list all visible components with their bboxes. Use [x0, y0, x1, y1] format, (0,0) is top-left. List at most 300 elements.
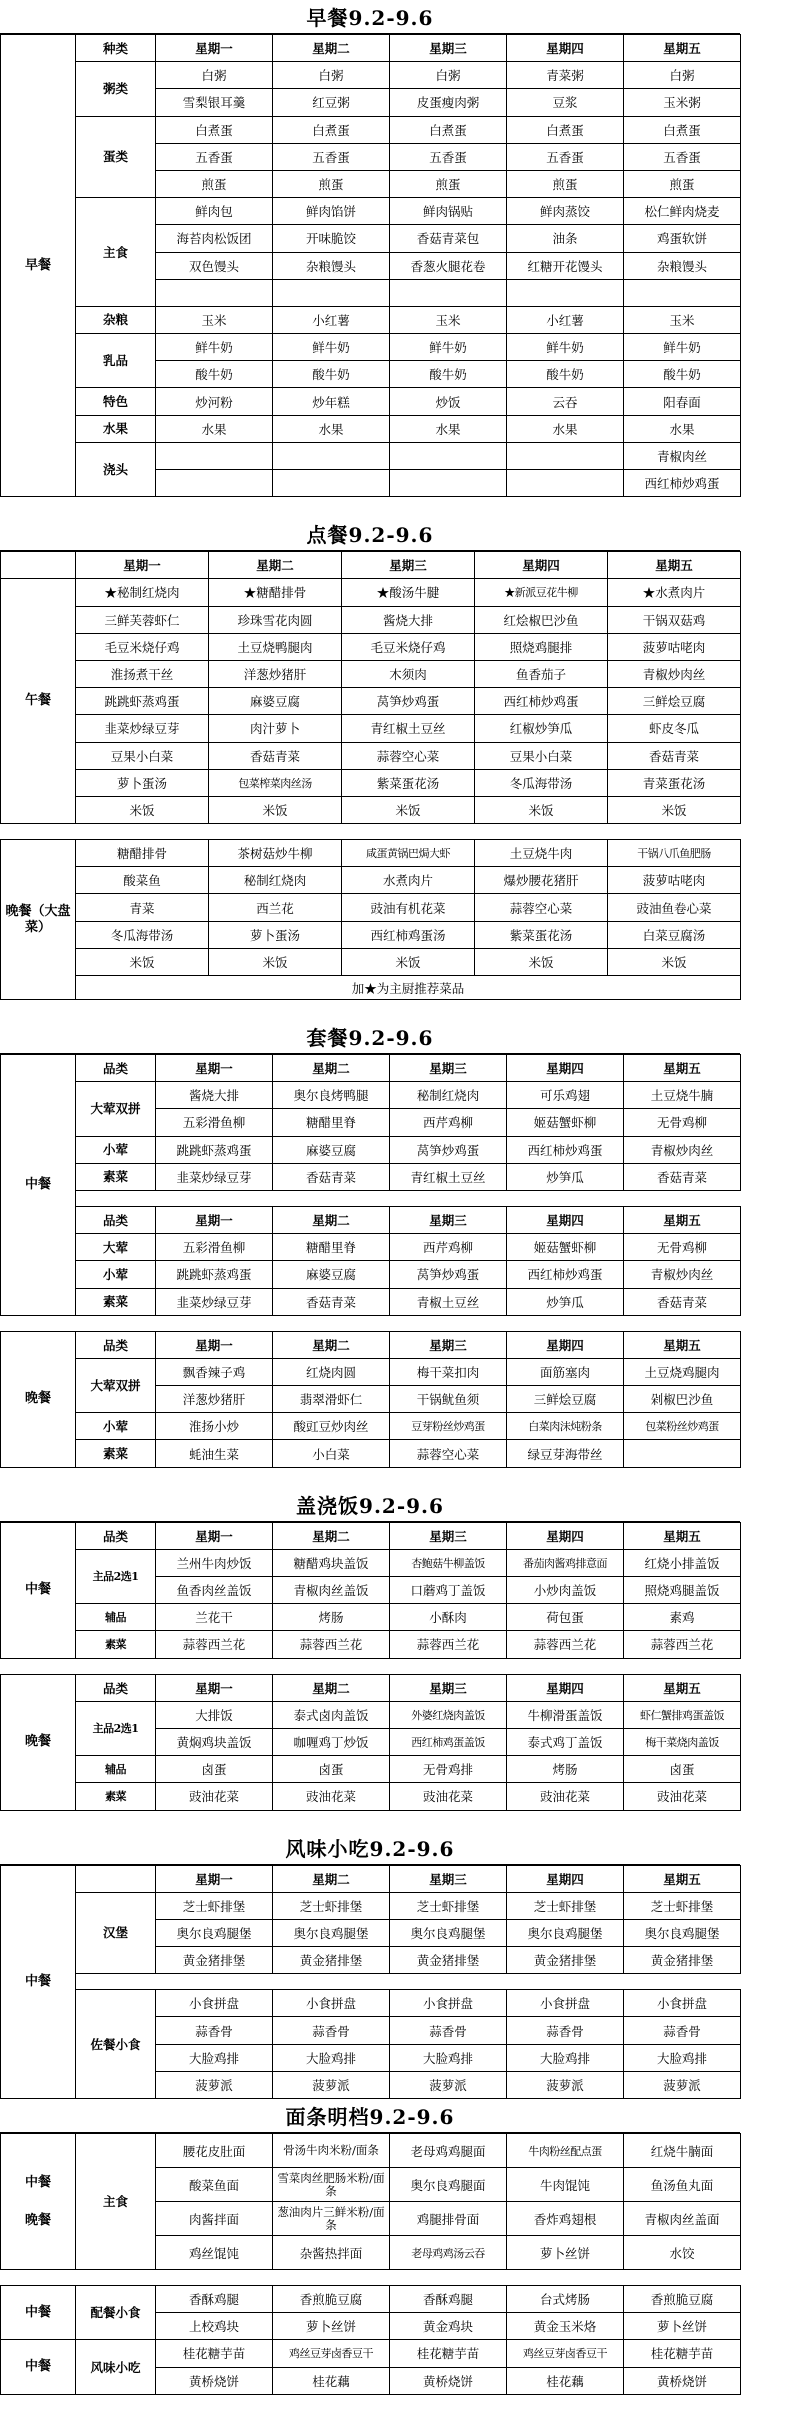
dish-cell: 皮蛋瘦肉粥: [390, 89, 507, 116]
dish-cell: 土豆烧鸭腿肉: [209, 633, 342, 660]
dish-cell: [273, 279, 390, 306]
dish-cell: 芝士虾排堡: [156, 1892, 273, 1919]
category-label: 水果: [76, 415, 156, 442]
dish-cell: 玉米粥: [624, 89, 741, 116]
corner-cell: [76, 1865, 156, 1892]
dish-cell: 米饭: [475, 796, 608, 823]
dish-cell: 莴笋炒鸡蛋: [390, 1261, 507, 1288]
category-label: 浇头: [76, 442, 156, 496]
dish-cell: [507, 470, 624, 497]
dish-cell: 面筋塞肉: [507, 1358, 624, 1385]
dish-cell: 炒笋瓜: [507, 1288, 624, 1315]
dish-cell: 香菇青菜: [624, 1288, 741, 1315]
dish-cell: 大排饭: [156, 1701, 273, 1728]
table-row: [1, 948, 741, 975]
category-label: 主食: [76, 198, 156, 307]
dish-cell: 芝士虾排堡: [624, 1892, 741, 1919]
column-kind-header: 品类: [76, 1206, 156, 1233]
dish-cell: 煎蛋: [507, 170, 624, 197]
dish-cell: 西红柿鸡蛋汤: [342, 921, 475, 948]
dish-cell: 糖醋鸡块盖饭: [273, 1549, 390, 1576]
table-row: [1, 867, 741, 894]
category-label: 佐餐小食: [76, 1990, 156, 2099]
dish-cell: 蒜蓉西兰花: [390, 1631, 507, 1658]
day-header: 星期四: [507, 1865, 624, 1892]
table-row: [1, 660, 741, 687]
spacer-cell: [1, 1658, 741, 1674]
dish-cell: 鱼香茄子: [475, 660, 608, 687]
dish-cell: 玉米: [390, 306, 507, 333]
day-header: 星期五: [624, 1674, 741, 1701]
table-row: [1, 1440, 741, 1467]
dish-cell: 剁椒巴沙鱼: [624, 1386, 741, 1413]
dish-cell: 杏鲍菇牛柳盖饭: [390, 1549, 507, 1576]
dish-cell: 香菇青菜: [273, 1288, 390, 1315]
category-label: 风味小吃: [76, 2340, 156, 2394]
dish-cell: 西红柿炒鸡蛋: [507, 1136, 624, 1163]
dish-cell: 虾仁蟹排鸡蛋盖饭: [624, 1701, 741, 1728]
dish-cell: 青椒土豆丝: [390, 1288, 507, 1315]
day-header: 星期三: [390, 1674, 507, 1701]
dish-cell: 桂花糖芋苗: [624, 2340, 741, 2367]
dish-cell: 菠萝派: [624, 2071, 741, 2098]
spacer-row: [1, 1190, 741, 1206]
day-header: 星期四: [507, 1206, 624, 1233]
dish-cell: 蚝油生菜: [156, 1440, 273, 1467]
dish-cell: 酸牛奶: [390, 361, 507, 388]
dish-cell: 跳跳虾蒸鸡蛋: [156, 1136, 273, 1163]
dish-cell: 白菜肉沫炖粉条: [507, 1413, 624, 1440]
dish-cell: 姬菇蟹虾柳: [507, 1234, 624, 1261]
dish-cell: 泰式卤肉盖饭: [273, 1701, 390, 1728]
dish-cell: 红糖开花馒头: [507, 252, 624, 279]
day-header: 星期五: [608, 552, 741, 579]
dish-cell: 五香蛋: [273, 143, 390, 170]
dish-cell: 米饭: [76, 948, 209, 975]
rice-table: [0, 1522, 741, 1811]
dish-cell: 五香蛋: [390, 143, 507, 170]
dish-cell: 黄金猪排堡: [273, 1947, 390, 1974]
meal-label: 中餐: [1, 1522, 76, 1658]
dish-cell: 鲜牛奶: [624, 334, 741, 361]
dish-cell: 桂花糖芋苗: [156, 2340, 273, 2367]
dish-cell: 鸡丝馄饨: [156, 2236, 273, 2270]
dish-cell: 水果: [390, 415, 507, 442]
dish-cell: 虾皮冬瓜: [608, 715, 741, 742]
dish-cell: 白粥: [156, 62, 273, 89]
column-kind-header: 品类: [76, 1674, 156, 1701]
category-label: 乳品: [76, 334, 156, 388]
dish-cell: 萝卜丝饼: [273, 2313, 390, 2340]
dish-cell: 珍珠雪花肉圆: [209, 606, 342, 633]
day-header: 星期三: [390, 1331, 507, 1358]
table-row: [1, 306, 741, 333]
column-kind-header: 品类: [76, 1331, 156, 1358]
dish-cell: 玉米: [624, 306, 741, 333]
table-row: [1, 2286, 741, 2313]
spacer-cell: [1, 2270, 741, 2286]
day-header: 星期二: [273, 35, 390, 62]
dish-cell: 老母鸡鸡腿面: [390, 2134, 507, 2168]
dish-cell: 翡翠滑虾仁: [273, 1386, 390, 1413]
table-row: [1, 1082, 741, 1109]
dish-cell: 莴笋炒鸡蛋: [342, 688, 475, 715]
dish-cell: 西兰花: [209, 894, 342, 921]
meal-label: 中餐: [1, 2286, 76, 2340]
dish-cell: 香酥鸡腿: [156, 2286, 273, 2313]
dish-cell: 韭菜炒绿豆芽: [76, 715, 209, 742]
day-header: 星期二: [273, 1865, 390, 1892]
day-header: 星期四: [507, 1331, 624, 1358]
dish-cell: 咸蛋黄锅巴焗大虾: [342, 840, 475, 867]
dish-cell: 青椒肉丝: [624, 442, 741, 469]
category-label: 蛋类: [76, 116, 156, 198]
dish-cell: 桂花糖芋苗: [390, 2340, 507, 2367]
table-row: [1, 388, 741, 415]
dish-cell: [507, 279, 624, 306]
dish-cell: 小炒肉盖饭: [507, 1577, 624, 1604]
table-row: [1, 1783, 741, 1810]
dish-cell: 蒜香骨: [273, 2017, 390, 2044]
day-header: 星期二: [273, 1674, 390, 1701]
day-header: 星期四: [507, 1055, 624, 1082]
table-row: [1, 606, 741, 633]
dish-cell: 豆芽粉丝炒鸡蛋: [390, 1413, 507, 1440]
spacer: [0, 1811, 740, 1831]
meal-label: 晚餐: [1, 1674, 76, 1810]
dish-cell: 酸牛奶: [507, 361, 624, 388]
category-label: 特色: [76, 388, 156, 415]
dish-cell: 爆炒腰花猪肝: [475, 867, 608, 894]
dish-cell: 青菜蛋花汤: [608, 769, 741, 796]
table-row: [1, 415, 741, 442]
dish-cell: 冬瓜海带汤: [475, 769, 608, 796]
day-header: 星期二: [273, 1206, 390, 1233]
meal-label-a: 中餐: [24, 2174, 51, 2190]
dish-cell: [624, 279, 741, 306]
dish-cell: 无骨鸡排: [390, 1756, 507, 1783]
dish-cell: 土豆烧牛腩: [624, 1082, 741, 1109]
dish-cell: 黄金猪排堡: [390, 1947, 507, 1974]
dish-cell: 炒笋瓜: [507, 1163, 624, 1190]
table-row: [1, 1413, 741, 1440]
dish-cell: 绿豆芽海带丝: [507, 1440, 624, 1467]
dish-cell: 鲜牛奶: [390, 334, 507, 361]
dish-cell: 黄金猪排堡: [156, 1947, 273, 1974]
dish-cell: 骨汤牛肉米粉/面条: [273, 2134, 390, 2168]
dish-cell: 西芹鸡柳: [390, 1234, 507, 1261]
dish-cell: [390, 279, 507, 306]
dish-cell: 豆果小白菜: [475, 742, 608, 769]
table-row: [1, 116, 741, 143]
dish-cell: 菠萝派: [273, 2071, 390, 2098]
dish-cell: 白煮蛋: [273, 116, 390, 143]
spacer: [0, 1468, 740, 1488]
dish-cell: 梅干菜烧肉盖饭: [624, 1728, 741, 1755]
header-row: [1, 1055, 741, 1082]
dish-cell: 芝士虾排堡: [390, 1892, 507, 1919]
dish-cell: 鸡蛋软饼: [624, 225, 741, 252]
dish-cell: 青菜粥: [507, 62, 624, 89]
dish-cell: 豆浆: [507, 89, 624, 116]
dish-cell: 鱼香肉丝盖饭: [156, 1577, 273, 1604]
dish-cell: 毛豆米烧仔鸡: [342, 633, 475, 660]
dish-cell: 鲜牛奶: [156, 334, 273, 361]
dish-cell: 香菇青菜: [273, 1163, 390, 1190]
dish-cell: 蒜香骨: [507, 2017, 624, 2044]
day-header: 星期二: [273, 1522, 390, 1549]
day-header: 星期三: [390, 35, 507, 62]
dish-cell: 芝士虾排堡: [507, 1892, 624, 1919]
table-row: [1, 715, 741, 742]
dish-cell: 豉油鱼卷心菜: [608, 894, 741, 921]
chef-note: 加★为主厨推荐菜品: [76, 976, 741, 1000]
category-label: 小荤: [76, 1136, 156, 1163]
dish-cell: 黄桥烧饼: [624, 2367, 741, 2394]
spacer-row: [1, 1658, 741, 1674]
dish-cell: 小白菜: [273, 1440, 390, 1467]
table-row: [1, 2340, 741, 2367]
dish-cell: 萝卜蛋汤: [209, 921, 342, 948]
dish-cell: 香菇青菜包: [390, 225, 507, 252]
dish-cell: 红烧牛腩面: [624, 2134, 741, 2168]
dim-table: [0, 551, 741, 1000]
day-header: 星期五: [624, 1865, 741, 1892]
noodle-table: [0, 2133, 741, 2395]
dish-cell: 卤蛋: [156, 1756, 273, 1783]
dish-cell: 炒年糕: [273, 388, 390, 415]
dish-cell: 淮扬小炒: [156, 1413, 273, 1440]
dish-cell: 米饭: [209, 796, 342, 823]
spacer-cell: [1, 824, 741, 840]
day-header: 星期五: [624, 1522, 741, 1549]
table-row: [1, 1136, 741, 1163]
day-header: 星期四: [507, 1674, 624, 1701]
breakfast-section: [0, 0, 740, 497]
dish-cell: 兰州牛肉炒饭: [156, 1549, 273, 1576]
dish-cell: 小红薯: [507, 306, 624, 333]
dish-cell: 豉油花菜: [156, 1783, 273, 1810]
table-row: [1, 442, 741, 469]
header-row: [1, 35, 741, 62]
dish-cell: 黄金鸡块: [390, 2313, 507, 2340]
dish-cell: 卤蛋: [624, 1756, 741, 1783]
category-label: 小荤: [76, 1261, 156, 1288]
category-label: 小荤: [76, 1413, 156, 1440]
dish-cell: 包菜榨菜肉丝汤: [209, 769, 342, 796]
dish-cell: 五香蛋: [624, 143, 741, 170]
dish-cell: 米饭: [608, 796, 741, 823]
table-row: [1, 1288, 741, 1315]
day-header: 星期一: [156, 1674, 273, 1701]
dish-cell: 泰式鸡丁盖饭: [507, 1728, 624, 1755]
table-row: [1, 1990, 741, 2017]
dish-cell: 蒜蓉空心菜: [475, 894, 608, 921]
dish-cell: 口蘑鸡丁盖饭: [390, 1577, 507, 1604]
dish-cell: 上校鸡块: [156, 2313, 273, 2340]
category-label: 素菜: [76, 1288, 156, 1315]
day-header: 星期一: [156, 1055, 273, 1082]
dish-cell: 米饭: [76, 796, 209, 823]
dish-cell: 鲜牛奶: [273, 334, 390, 361]
dish-cell: 菠萝咕咾肉: [608, 633, 741, 660]
dish-cell: 萝卜蛋汤: [76, 769, 209, 796]
category-label: 大荤双拼: [76, 1358, 156, 1412]
day-header: 星期四: [507, 1522, 624, 1549]
category-label: 主品2选1: [76, 1549, 156, 1603]
category-label: 主食: [76, 2134, 156, 2270]
dish-cell: 三鲜烩豆腐: [507, 1386, 624, 1413]
dish-cell: 韭菜炒绿豆芽: [156, 1163, 273, 1190]
dish-cell: 蒜香骨: [156, 2017, 273, 2044]
dish-cell: 大脸鸡排: [624, 2044, 741, 2071]
dish-cell: 咖喱鸡丁炒饭: [273, 1728, 390, 1755]
dish-cell: 烤肠: [507, 1756, 624, 1783]
column-kind-header: 品类: [76, 1522, 156, 1549]
dish-cell: 小红薯: [273, 306, 390, 333]
dish-cell: 杂粮馒头: [273, 252, 390, 279]
table-row: [1, 688, 741, 715]
dish-cell: [390, 442, 507, 469]
table-row: [1, 894, 741, 921]
day-header: 星期五: [624, 35, 741, 62]
dish-cell: 酸豇豆炒肉丝: [273, 1413, 390, 1440]
day-header: 星期一: [156, 35, 273, 62]
dish-cell: 冬瓜海带汤: [76, 921, 209, 948]
day-header: 星期五: [624, 1206, 741, 1233]
meal-label: 晚餐（大盘菜）: [1, 840, 76, 1000]
meal-label: 中餐: [1, 1865, 76, 2099]
dish-cell: ★酸汤牛腱: [342, 579, 475, 606]
table-row: [1, 840, 741, 867]
day-header: 星期二: [273, 1331, 390, 1358]
dish-cell: 豉油花菜: [624, 1783, 741, 1810]
dish-cell: 大脸鸡排: [156, 2044, 273, 2071]
breakfast-table: [0, 34, 741, 497]
table-row: [1, 1549, 741, 1576]
dish-cell: ★水煮肉片: [608, 579, 741, 606]
meal-label: 中餐: [1, 2340, 76, 2394]
dish-cell: 水煮肉片: [342, 867, 475, 894]
dish-cell: 大脸鸡排: [273, 2044, 390, 2071]
dish-cell: 黄桥烧饼: [156, 2367, 273, 2394]
dish-cell: 黄金猪排堡: [624, 1947, 741, 1974]
dish-cell: 白煮蛋: [390, 116, 507, 143]
dish-cell: 酱烧大排: [342, 606, 475, 633]
day-header: 星期一: [76, 552, 209, 579]
table-row: [1, 1234, 741, 1261]
dish-cell: 毛豆米烧仔鸡: [76, 633, 209, 660]
dish-cell: 酸牛奶: [156, 361, 273, 388]
meal-label: [1, 2134, 76, 2270]
dish-cell: 青菜: [76, 894, 209, 921]
dish-cell: [390, 470, 507, 497]
header-row: [1, 1206, 741, 1233]
dish-cell: 松仁鲜肉烧麦: [624, 198, 741, 225]
category-label: 主品2选1: [76, 1701, 156, 1755]
dish-cell: 红烧肉圆: [273, 1358, 390, 1385]
dish-cell: 香酥鸡腿: [390, 2286, 507, 2313]
table-row: [1, 334, 741, 361]
dish-cell: 豉油花菜: [507, 1783, 624, 1810]
table-row: [1, 921, 741, 948]
dish-cell: 西红柿炒鸡蛋: [507, 1261, 624, 1288]
dish-cell: 油条: [507, 225, 624, 252]
dish-cell: 酸牛奶: [273, 361, 390, 388]
dish-cell: 煎蛋: [273, 170, 390, 197]
table-row: [1, 769, 741, 796]
dish-cell: 牛肉粉丝配点蛋: [507, 2134, 624, 2168]
dish-cell: 干锅八爪鱼肥肠: [608, 840, 741, 867]
header-row: [1, 1522, 741, 1549]
dish-cell: [156, 279, 273, 306]
category-label: 素菜: [76, 1440, 156, 1467]
dish-cell: 萝卜丝饼: [624, 2313, 741, 2340]
dish-cell: 牛柳滑蛋盖饭: [507, 1701, 624, 1728]
category-label: 辅品: [76, 1604, 156, 1631]
dish-cell: 鱼汤鱼丸面: [624, 2168, 741, 2202]
dish-cell: 白煮蛋: [624, 116, 741, 143]
dish-cell: 酸菜鱼面: [156, 2168, 273, 2202]
dish-cell: 蒜蓉西兰花: [273, 1631, 390, 1658]
header-row: [1, 1674, 741, 1701]
dish-cell: 香煎脆豆腐: [624, 2286, 741, 2313]
dish-cell: 酸牛奶: [624, 361, 741, 388]
dish-cell: 跳跳虾蒸鸡蛋: [76, 688, 209, 715]
day-header: 星期四: [507, 35, 624, 62]
dish-cell: 五香蛋: [156, 143, 273, 170]
dish-cell: 水果: [273, 415, 390, 442]
dish-cell: 跳跳虾蒸鸡蛋: [156, 1261, 273, 1288]
column-kind-header: 种类: [76, 35, 156, 62]
dish-cell: 西红柿鸡蛋盖饭: [390, 1728, 507, 1755]
dish-cell: 五彩滑鱼柳: [156, 1109, 273, 1136]
dish-cell: 蒜香骨: [390, 2017, 507, 2044]
spacer-cell: [1, 1315, 741, 1331]
dish-cell: 豉油花菜: [273, 1783, 390, 1810]
dish-cell: 青红椒土豆丝: [342, 715, 475, 742]
day-header: 星期四: [475, 552, 608, 579]
dish-cell: 兰花干: [156, 1604, 273, 1631]
dish-cell: 小食拼盘: [624, 1990, 741, 2017]
dish-cell: 三鲜烩豆腐: [608, 688, 741, 715]
meal-label: 晚餐: [1, 1331, 76, 1467]
dish-cell: 米饭: [209, 948, 342, 975]
dish-cell: 芝士虾排堡: [273, 1892, 390, 1919]
dish-cell: 炒饭: [390, 388, 507, 415]
dish-cell: 黄焖鸡块盖饭: [156, 1728, 273, 1755]
dish-cell: 五彩滑鱼柳: [156, 1234, 273, 1261]
dish-cell: 莴笋炒鸡蛋: [390, 1136, 507, 1163]
day-header: 星期三: [390, 1055, 507, 1082]
table-row: [1, 742, 741, 769]
category-label: 素菜: [76, 1783, 156, 1810]
dish-cell: 梅干菜扣肉: [390, 1358, 507, 1385]
spacer-row: [1, 1974, 741, 1990]
dish-cell: 红烧小排盖饭: [624, 1549, 741, 1576]
dish-cell: 台式烤肠: [507, 2286, 624, 2313]
dish-cell: 牛肉馄饨: [507, 2168, 624, 2202]
day-header: 星期二: [273, 1055, 390, 1082]
dish-cell: 煎蛋: [156, 170, 273, 197]
dish-cell: 紫菜蛋花汤: [475, 921, 608, 948]
dish-cell: ★新派豆花牛柳: [475, 579, 608, 606]
dish-cell: 炒河粉: [156, 388, 273, 415]
dish-cell: 土豆烧鸡腿肉: [624, 1358, 741, 1385]
note-row: [1, 976, 741, 1000]
dish-cell: ★糖醋排骨: [209, 579, 342, 606]
table-row: [1, 796, 741, 823]
